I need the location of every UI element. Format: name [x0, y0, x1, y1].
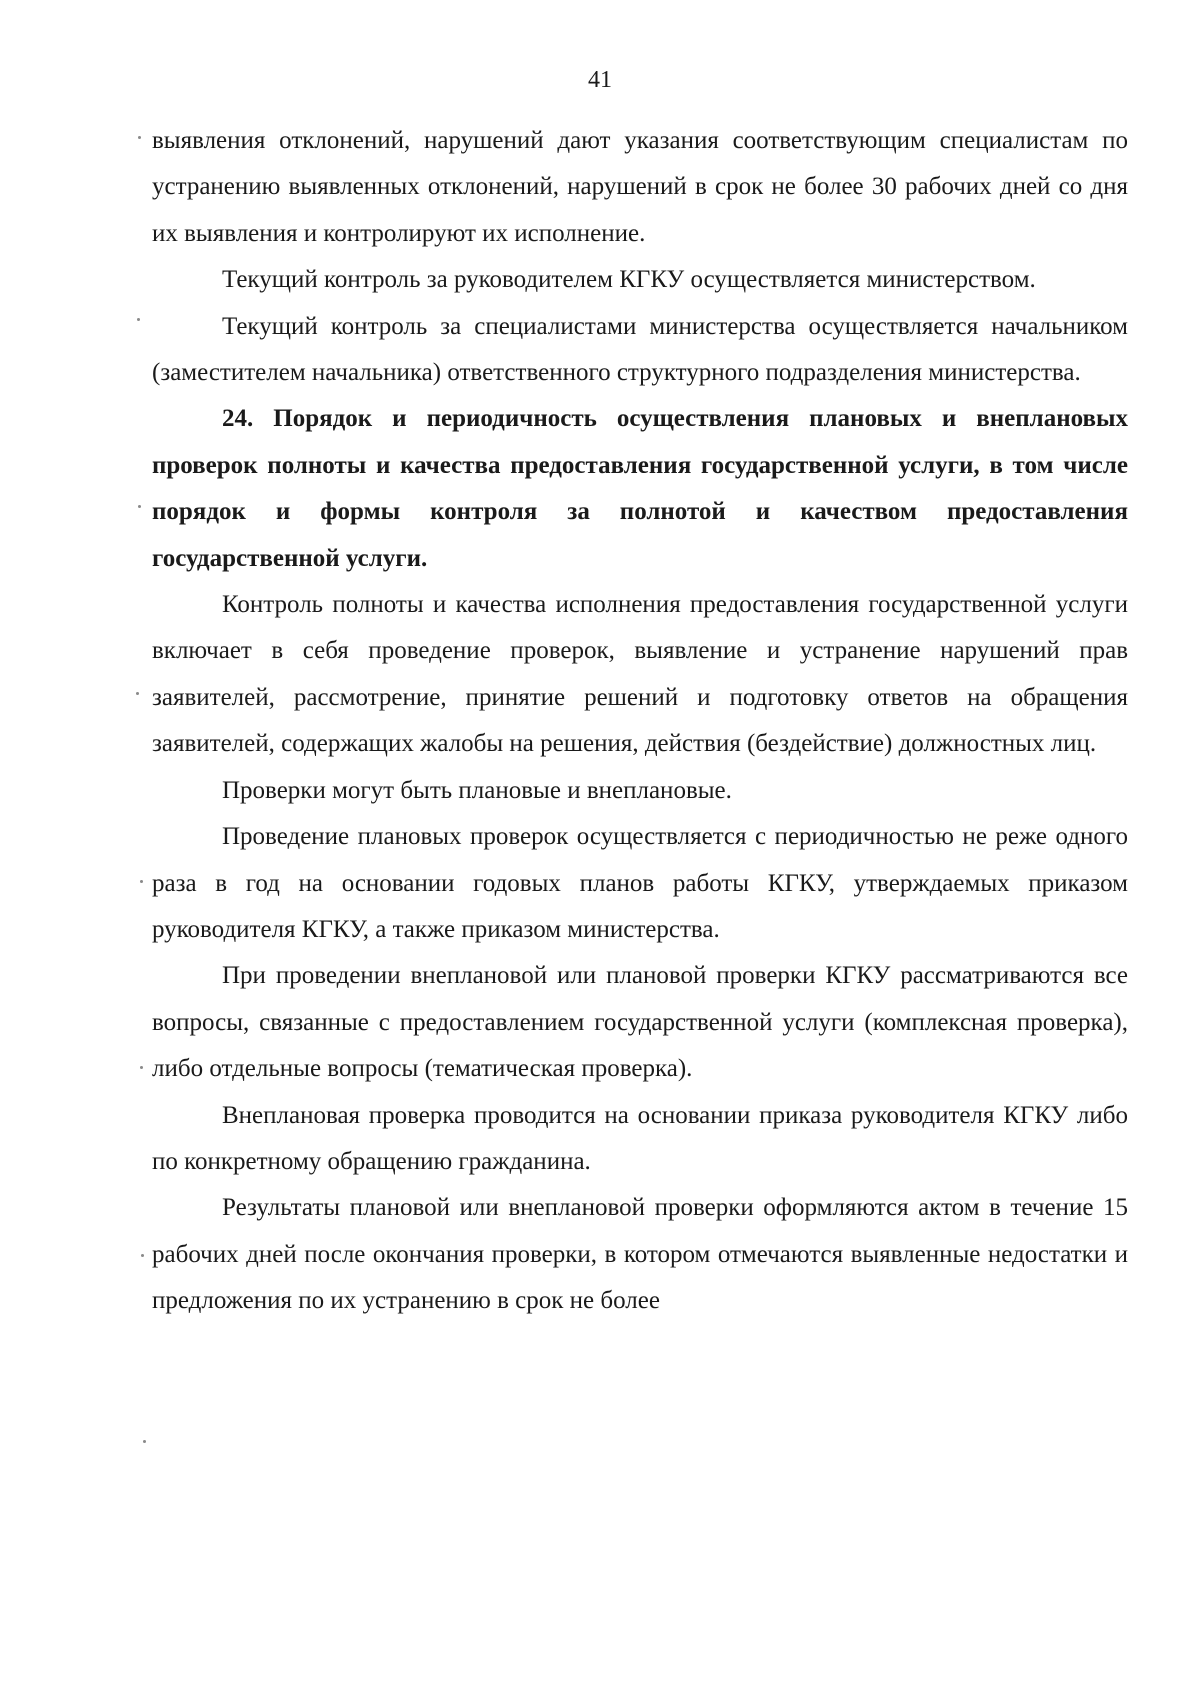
scan-artifact — [143, 1440, 146, 1443]
scan-artifact — [136, 692, 139, 695]
paragraph-3: Текущий контроль за специалистами министерства осуществляется начальником (заместителем начальника) ответственного структурного подразделения министерства. — [152, 312, 1128, 387]
scan-artifact — [138, 136, 141, 139]
paragraph-9: Внеплановая проверка проводится на основании приказа руководителя КГКУ либо по конкретному обращению гражданина. — [152, 1101, 1128, 1175]
scan-artifact — [141, 1254, 144, 1257]
scan-artifact — [138, 505, 141, 508]
paragraph-10: Результаты плановой или внеплановой проверки оформляются актом в течение 15 рабочих дней после окончания проверки, в котором отмечаются выявленные недостатки и предложения по их устранению в срок не более — [152, 1194, 1128, 1315]
paragraph-5: Контроль полноты и качества исполнения предоставления государственной услуги включает в себя проведение проверок, выявление и устранение нарушений прав заявителей, рассмотрение, принятие решений и подготовку ответов на обращения заявителей, содержащих жалобы на решения, действия (бездействие) должностных лиц. — [152, 591, 1128, 758]
paragraph-7: Проведение плановых проверок осуществляется с периодичностью не реже одного раза в год на основании годовых планов работы КГКУ, утверждаемых приказом руководителя КГКУ, а также приказом министерства. — [152, 823, 1128, 943]
section-heading-24: 24. Порядок и периодичность осуществления плановых и внеплановых проверок полноты и качества предоставления государственной услуги, в том числе порядок и формы контроля за полнотой и качеством предоставления государственной услуги. — [152, 405, 1128, 572]
scan-artifact — [140, 880, 143, 883]
paragraph-2: Текущий контроль за руководителем КГКУ осуществляется министерством. — [222, 266, 1036, 294]
paragraph-1: выявления отклонений, нарушений дают указания соответствующим специалистам по устранению выявленных отклонений, нарушений в срок не более 30 рабочих дней со дня их выявления и контролируют их исполнение. — [152, 127, 1128, 247]
document-body — [152, 118, 1128, 1325]
paragraph-6: Проверки могут быть плановые и внеплановые. — [222, 776, 732, 804]
paragraph-8: При проведении внеплановой или плановой проверки КГКУ рассматриваются все вопросы, связанные с предоставлением государственной услуги (комплексная проверка), либо отдельные вопросы (тематическая проверка). — [152, 962, 1128, 1083]
scan-artifact — [140, 1066, 143, 1069]
scan-artifact — [137, 318, 140, 321]
page-number: 41 — [588, 67, 612, 93]
